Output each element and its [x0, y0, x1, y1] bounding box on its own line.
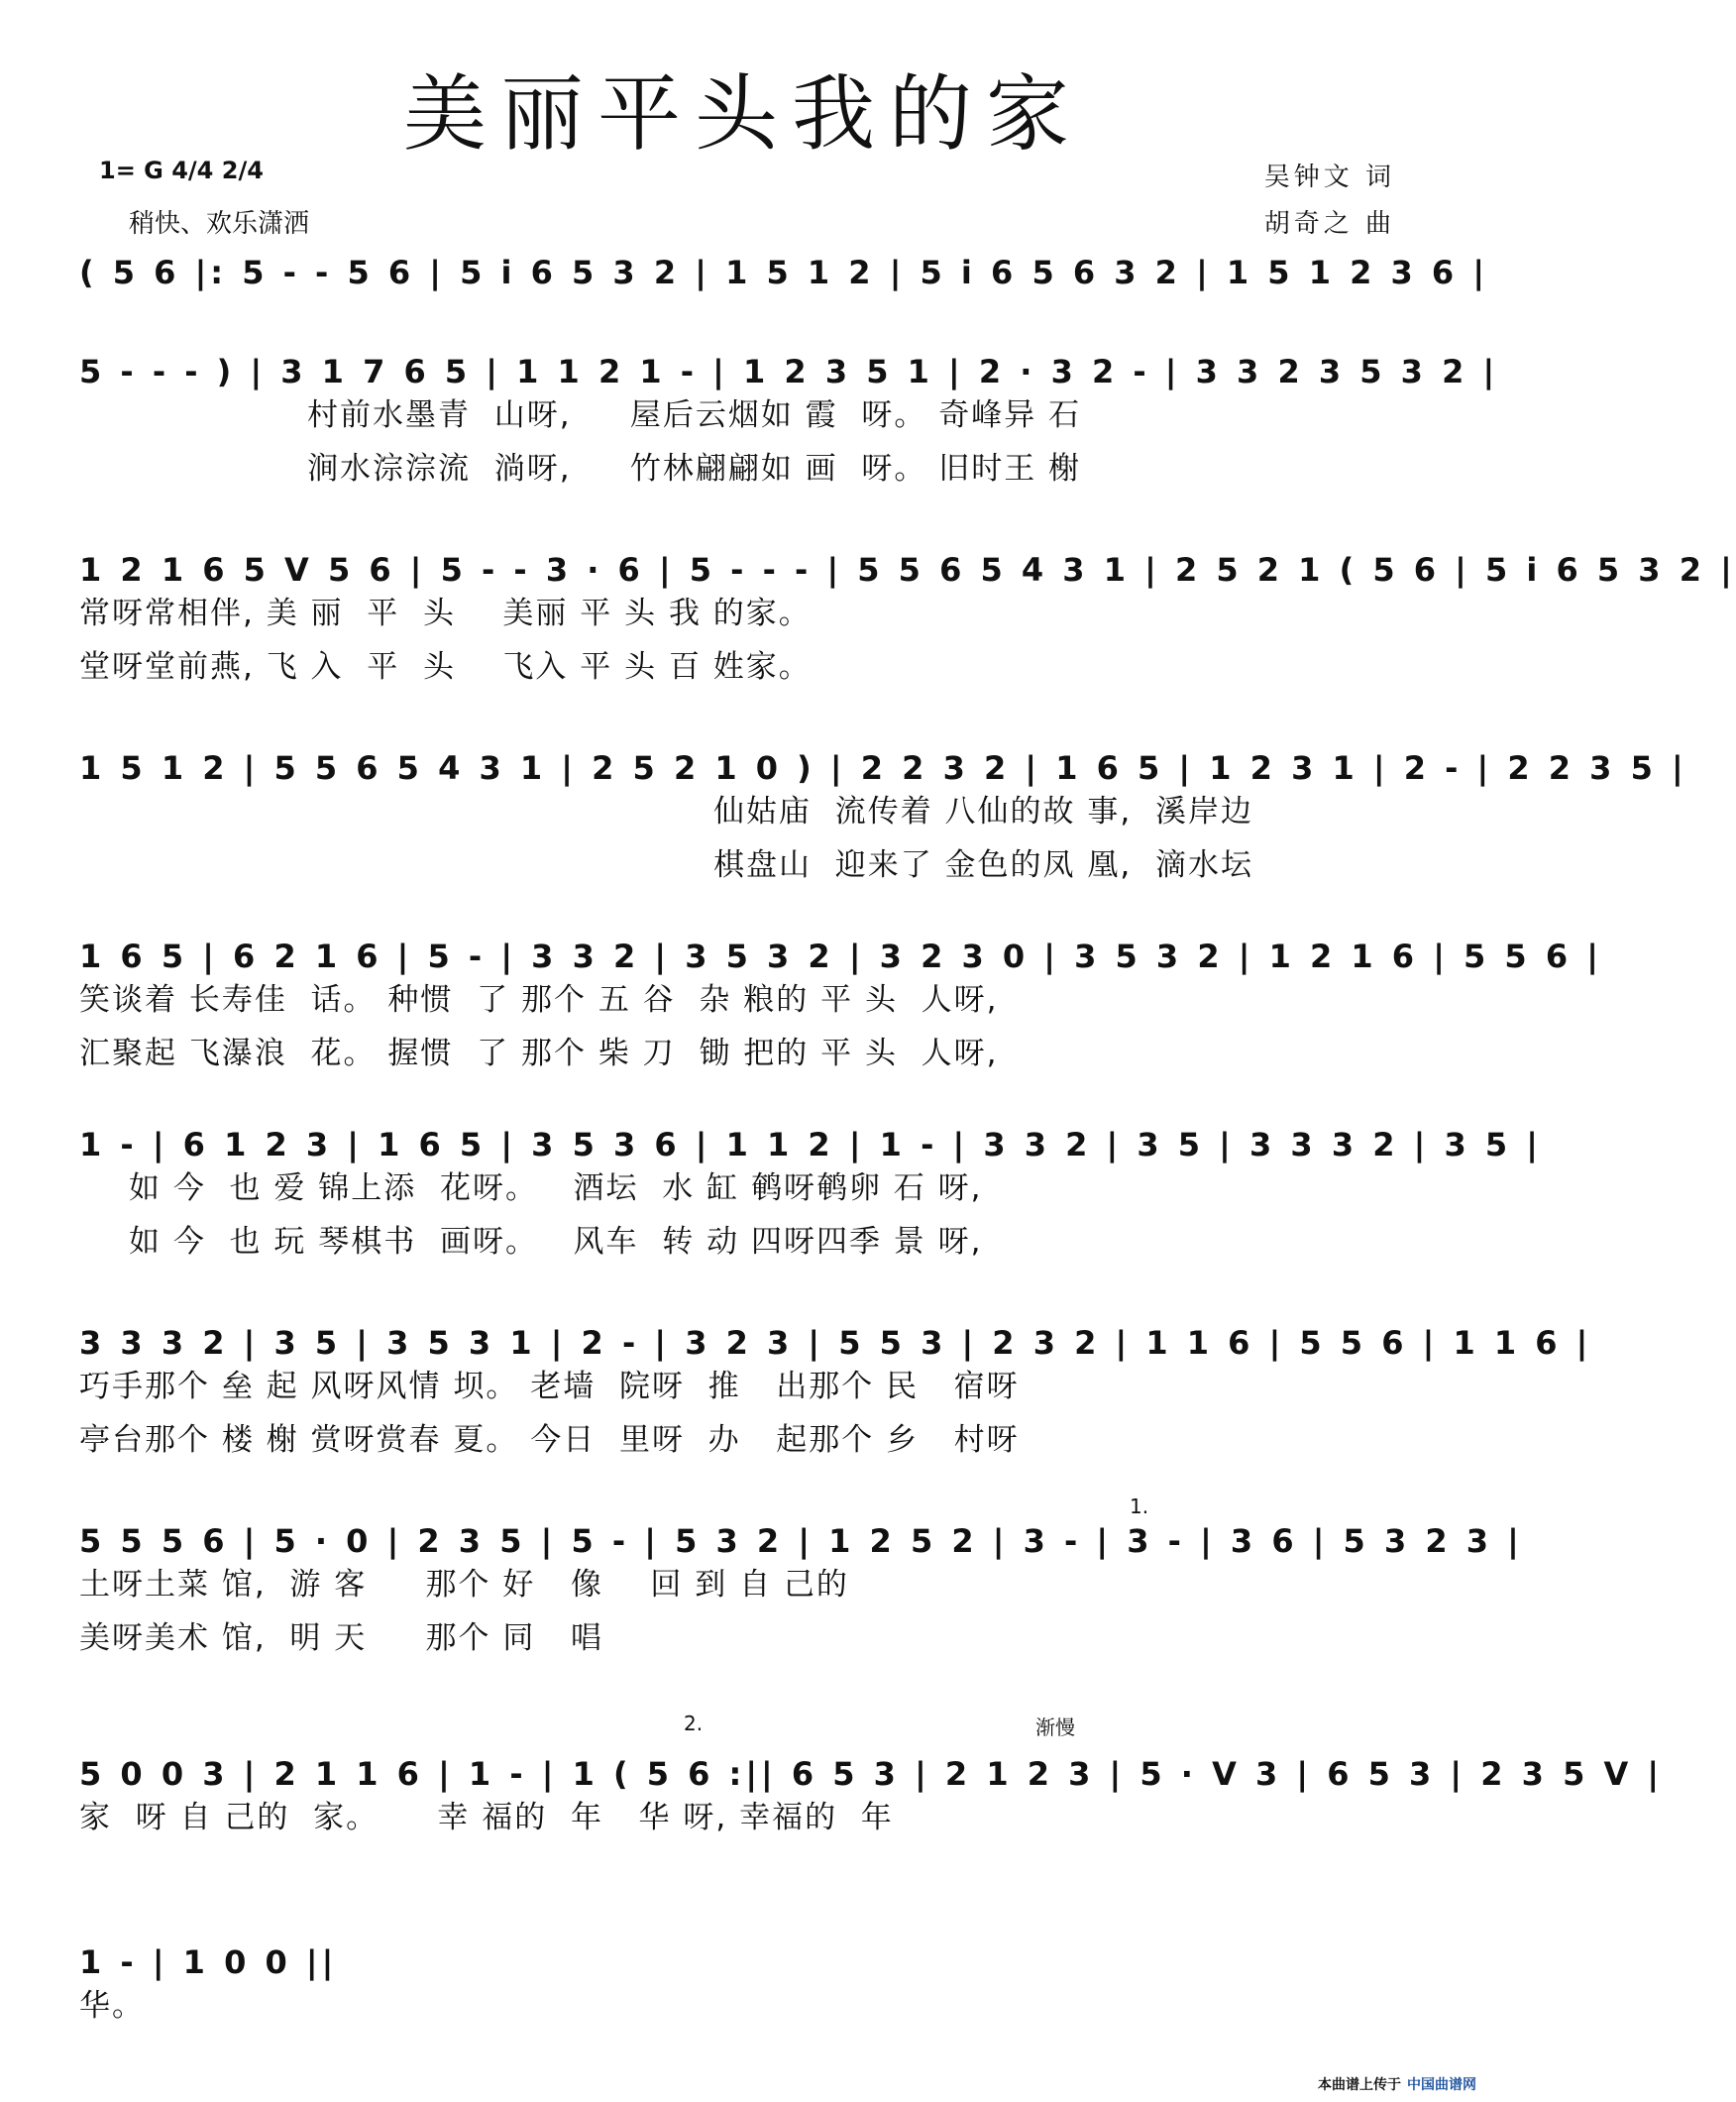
- volta-2: 2.: [684, 1712, 704, 1735]
- notation-line: 1 - | 1 0 0 ||: [79, 1943, 338, 1981]
- lyric-line: 美呀美术 馆, 明 天 那个 同 唱: [79, 1620, 603, 1656]
- lyric-line: 仙姑庙 流传着 八仙的故 事, 溪岸边: [713, 794, 1253, 830]
- lyric-line: 华。: [79, 1988, 145, 2024]
- notation-line: 5 5 5 6 | 5 · 0 | 2 3 5 | 5 - | 5 3 2 | 1 2 5 2 | 3 - | 3 - | 3 6 | 5 3 2 3 |: [79, 1522, 1523, 1560]
- tempo-marking: 稍快、欢乐潇洒: [129, 209, 310, 239]
- lyric-line: 堂呀堂前燕, 飞 入 平 头 飞入 平 头 百 姓家。: [79, 649, 812, 685]
- key-signature: 1= G 4/4 2/4: [99, 157, 264, 184]
- score-system: [79, 253, 1489, 296]
- site-logo: 中国曲谱网: [1407, 2077, 1476, 2093]
- lyric-line: 亭台那个 楼 榭 赏呀赏春 夏。 今日 里呀 办 起那个 乡 村呀: [79, 1422, 1020, 1458]
- lyric-line: 家 呀 自 己的 家。 幸 福的 年 华 呀, 幸福的 年: [79, 1800, 894, 1835]
- lyric-line: 如 今 也 玩 琴棋书 画呀。 风车 转 动 四呀四季 景 呀,: [129, 1224, 983, 1260]
- lyric-line: 土呀土菜 馆, 游 客 那个 好 像 回 到 自 己的: [79, 1567, 849, 1603]
- ritardando-marking: 渐慢: [1035, 1715, 1075, 1739]
- volta-1: 1.: [1130, 1494, 1149, 1518]
- composer-credit: 胡奇之 曲: [1263, 209, 1395, 239]
- notation-line: 3 3 3 2 | 3 5 | 3 5 3 1 | 2 - | 3 2 3 | 5 5 3 | 2 3 2 | 1 1 6 | 5 5 6 | 1 1 6 |: [79, 1324, 1592, 1362]
- score-system: [79, 937, 1602, 1087]
- lyric-line: 笑谈着 长寿佳 话。 种惯 了 那个 五 谷 杂 粮的 平 头 人呀,: [79, 982, 999, 1018]
- lyric-line: 常呀常相伴, 美 丽 平 头 美丽 平 头 我 的家。: [79, 596, 812, 631]
- lyric-line: 汇聚起 飞瀑浪 花。 握惯 了 那个 柴 刀 锄 把的 平 头 人呀,: [79, 1036, 999, 1071]
- notation-line: ( 5 6 |: 5 - - 5 6 | 5 i 6 5 3 2 | 1 5 1 2 | 5 i 6 5 6 3 2 | 1 5 1 2 3 6 |: [79, 254, 1489, 291]
- score-system: [79, 748, 1687, 899]
- footer: [1318, 2074, 1476, 2094]
- notation-line: 1 6 5 | 6 2 1 6 | 5 - | 3 3 2 | 3 5 3 2 | 3 2 3 0 | 3 5 3 2 | 1 2 1 6 | 5 5 6 |: [79, 938, 1602, 975]
- lyric-line: 涧水淙淙流 淌呀, 竹林翩翩如 画 呀。 旧时王 榭: [307, 451, 1082, 487]
- notation-line: 1 - | 6 1 2 3 | 1 6 5 | 3 5 3 6 | 1 1 2 | 1 - | 3 3 2 | 3 5 | 3 3 3 2 | 3 5 |: [79, 1126, 1542, 1163]
- lyric-line: 巧手那个 垒 起 风呀风情 坝。 老墙 院呀 推 出那个 民 宿呀: [79, 1369, 1020, 1404]
- score-system: [79, 550, 1736, 701]
- lyric-line: 如 今 也 爱 锦上添 花呀。 酒坛 水 缸 鹌呀鹌卵 石 呀,: [129, 1170, 983, 1206]
- notation-line: 1 5 1 2 | 5 5 6 5 4 3 1 | 2 5 2 1 0 ) | 2 2 3 2 | 1 6 5 | 1 2 3 1 | 2 - | 2 2 3 5 |: [79, 749, 1687, 787]
- score-system: [79, 352, 1499, 502]
- score-system: [79, 1942, 1412, 2040]
- song-title: 美丽平头我的家: [402, 65, 1083, 163]
- footer-text: 本曲谱上传于: [1318, 2077, 1401, 2093]
- score-system: [79, 1521, 1523, 1672]
- notation-line: 5 - - - ) | 3 1 7 6 5 | 1 1 2 1 - | 1 2 3 5 1 | 2 · 3 2 - | 3 3 2 3 5 3 2 |: [79, 353, 1499, 390]
- score-system: [79, 1125, 1542, 1275]
- lyric-line: 村前水墨青 山呀, 屋后云烟如 霞 呀。 奇峰异 石: [307, 397, 1082, 433]
- lyricist-credit: 吴钟文 词: [1263, 163, 1395, 192]
- lyric-line: 棋盘山 迎来了 金色的凤 凰, 滴水坛: [713, 847, 1253, 883]
- score-system: [79, 1323, 1592, 1474]
- notation-line: 1 2 1 6 5 V 5 6 | 5 - - 3 · 6 | 5 - - - | 5 5 6 5 4 3 1 | 2 5 2 1 ( 5 6 | 5 i 6 5 3 2 |: [79, 551, 1736, 589]
- notation-line: 5 0 0 3 | 2 1 1 6 | 1 - | 1 ( 5 6 :|| 6 5 3 | 2 1 2 3 | 5 · V 3 | 6 5 3 | 2 3 5 V |: [79, 1755, 1664, 1793]
- score-system: [79, 1754, 1664, 1851]
